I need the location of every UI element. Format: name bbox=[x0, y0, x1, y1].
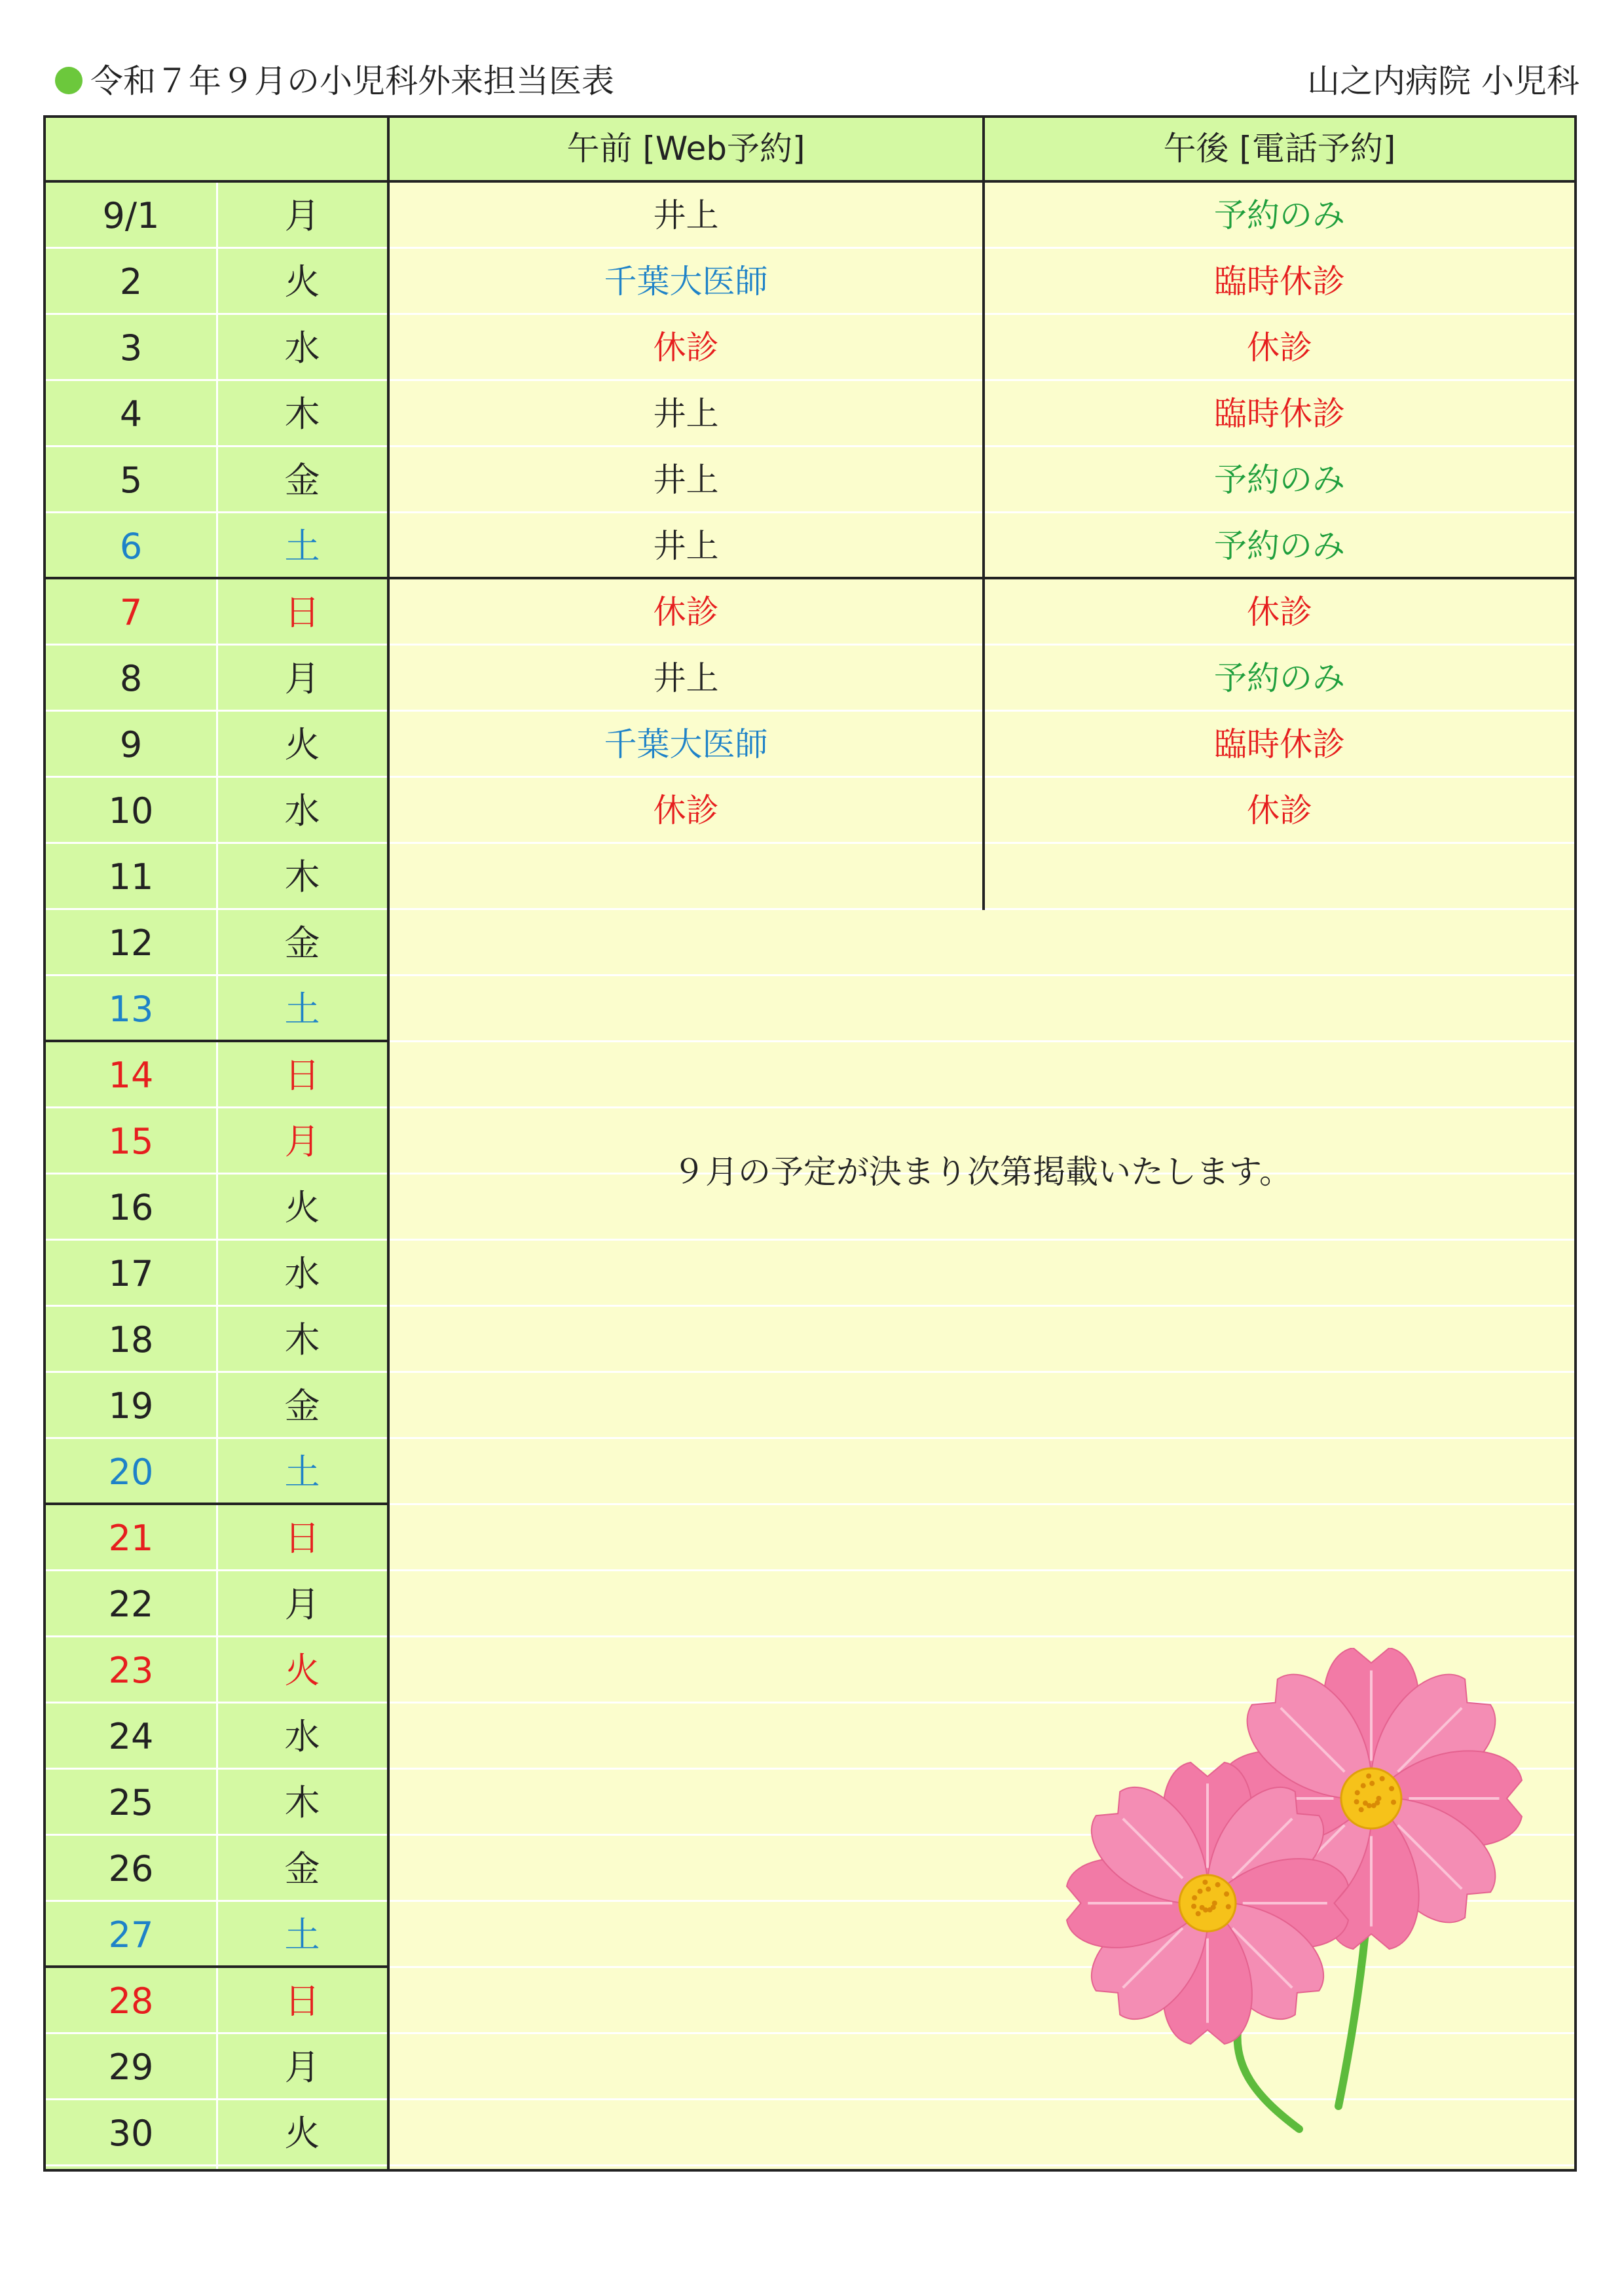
date-cell: 10 bbox=[108, 790, 154, 831]
weekday-cell: 月 bbox=[284, 1121, 320, 1162]
weekday-cell: 火 bbox=[284, 2113, 320, 2154]
date-cell: 14 bbox=[108, 1055, 154, 1096]
weekday-cell: 火 bbox=[284, 1650, 320, 1691]
weekday-cell: 土 bbox=[284, 1914, 320, 1956]
table-row bbox=[46, 910, 1574, 976]
am-pm-divider bbox=[982, 118, 985, 910]
table-header bbox=[46, 118, 1574, 183]
weekday-cell: 金 bbox=[284, 460, 320, 501]
weekday-cell: 土 bbox=[284, 526, 320, 567]
flower-seed bbox=[1371, 1803, 1376, 1808]
weekday-cell: 木 bbox=[284, 1782, 320, 1823]
weekday-cell: 月 bbox=[284, 2047, 320, 2088]
date-cell: 15 bbox=[108, 1121, 154, 1162]
table-row bbox=[46, 381, 1574, 447]
flower-seed bbox=[1206, 1887, 1211, 1892]
date-cell: 13 bbox=[108, 989, 154, 1030]
weekday-cell: 火 bbox=[284, 261, 320, 302]
date-cell: 23 bbox=[108, 1650, 154, 1691]
table-row bbox=[46, 1307, 1574, 1373]
table-row bbox=[46, 1241, 1574, 1307]
header-pm: 午後 [電話予約] bbox=[1163, 130, 1396, 168]
date-cell: 6 bbox=[119, 526, 143, 567]
weekday-cell: 日 bbox=[284, 592, 320, 633]
pm-status-cell: 休診 bbox=[1247, 593, 1312, 631]
pm-status-cell: 休診 bbox=[1247, 329, 1312, 367]
row-separator bbox=[390, 2164, 1574, 2166]
weekday-cell: 月 bbox=[284, 195, 320, 236]
am-doctor-cell: 井上 bbox=[653, 461, 719, 499]
weekday-cell: 金 bbox=[284, 1385, 320, 1427]
flower-seed bbox=[1361, 1783, 1366, 1789]
weekday-cell: 日 bbox=[284, 1055, 320, 1096]
am-doctor-cell: 千葉大医師 bbox=[604, 263, 768, 301]
date-cell: 21 bbox=[108, 1518, 154, 1559]
table-row bbox=[46, 778, 1574, 844]
weekday-cell: 水 bbox=[284, 327, 320, 369]
pm-status-cell bbox=[985, 844, 1574, 910]
date-cell: 9/1 bbox=[102, 195, 160, 236]
flower-seed bbox=[1355, 1790, 1360, 1795]
am-doctor-cell: 休診 bbox=[653, 792, 719, 829]
flower-seed bbox=[1215, 1882, 1221, 1887]
flower-seed bbox=[1359, 1807, 1364, 1812]
flower-seed bbox=[1391, 1800, 1396, 1805]
table-row bbox=[46, 183, 1574, 249]
flower-seed bbox=[1200, 1905, 1205, 1910]
am-doctor-cell: 井上 bbox=[653, 196, 719, 234]
table-row bbox=[46, 976, 1574, 1042]
table-row bbox=[46, 712, 1574, 778]
flower-center bbox=[1341, 1768, 1401, 1829]
am-doctor-cell: 井上 bbox=[653, 659, 719, 697]
flower-seed bbox=[1196, 1911, 1201, 1916]
am-doctor-cell: 井上 bbox=[653, 395, 719, 433]
date-cell: 26 bbox=[108, 1848, 154, 1889]
page-header bbox=[43, 58, 1581, 105]
flower-seed bbox=[1202, 1880, 1208, 1885]
weekday-cell: 水 bbox=[284, 1716, 320, 1757]
table-row bbox=[46, 646, 1574, 712]
date-cell: 2 bbox=[119, 261, 143, 302]
flower-seed bbox=[1224, 1891, 1229, 1897]
weekday-cell: 月 bbox=[284, 1584, 320, 1625]
date-cell: 16 bbox=[108, 1187, 154, 1228]
date-cell: 12 bbox=[108, 922, 154, 964]
date-cell: 3 bbox=[119, 327, 143, 369]
am-doctor-cell: 千葉大医師 bbox=[604, 725, 768, 763]
table-row bbox=[46, 1505, 1574, 1571]
weekday-cell: 水 bbox=[284, 1253, 320, 1294]
weekday-cell: 月 bbox=[284, 658, 320, 699]
date-cell: 28 bbox=[108, 1980, 154, 2022]
pm-status-cell: 臨時休診 bbox=[1214, 263, 1345, 301]
flower-seed bbox=[1369, 1781, 1375, 1786]
am-doctor-cell bbox=[390, 844, 982, 910]
weekday-cell: 土 bbox=[284, 1451, 320, 1493]
hospital-name: 山之内病院 小児科 bbox=[1307, 62, 1579, 100]
page-title: 令和７年９月の小児科外来担当医表 bbox=[90, 62, 614, 100]
flower-seed bbox=[1363, 1800, 1368, 1806]
date-cell: 29 bbox=[108, 2047, 154, 2088]
flower-seed bbox=[1198, 1889, 1203, 1894]
header-am: 午前 [Web予約] bbox=[566, 130, 805, 168]
weekday-cell: 金 bbox=[284, 1848, 320, 1889]
date-cell: 8 bbox=[119, 658, 143, 699]
weekday-cell: 日 bbox=[284, 1980, 320, 2022]
date-cell: 9 bbox=[119, 724, 143, 765]
flower-seed bbox=[1380, 1776, 1385, 1781]
schedule-table bbox=[43, 115, 1577, 2172]
date-cell: 4 bbox=[119, 393, 143, 435]
flower-seed bbox=[1366, 1774, 1371, 1779]
table-row bbox=[46, 447, 1574, 513]
weekday-cell: 水 bbox=[284, 790, 320, 831]
date-cell: 5 bbox=[119, 460, 143, 501]
pm-status-cell: 休診 bbox=[1247, 792, 1312, 829]
table-row bbox=[46, 1042, 1574, 1108]
table-row bbox=[46, 513, 1574, 579]
flower-center bbox=[1179, 1875, 1236, 1931]
weekday-cell: 土 bbox=[284, 989, 320, 1030]
weekday-cell: 金 bbox=[284, 922, 320, 964]
pm-status-cell: 臨時休診 bbox=[1214, 725, 1345, 763]
flower-seed bbox=[1354, 1799, 1359, 1804]
table-row bbox=[46, 315, 1574, 381]
weekday-cell: 木 bbox=[284, 393, 320, 435]
cosmos-flower-illustration bbox=[1063, 1648, 1548, 2145]
date-cell: 24 bbox=[108, 1716, 154, 1757]
table-row bbox=[46, 1571, 1574, 1637]
date-cell: 11 bbox=[108, 856, 154, 898]
flower-seed bbox=[1226, 1904, 1231, 1909]
date-cell: 17 bbox=[108, 1253, 154, 1294]
pm-status-cell: 予約のみ bbox=[1214, 659, 1345, 697]
date-cell: 30 bbox=[108, 2113, 154, 2154]
pm-status-cell: 予約のみ bbox=[1214, 527, 1345, 565]
table-row bbox=[46, 844, 1574, 910]
table-row bbox=[46, 1439, 1574, 1505]
row-separator bbox=[46, 2164, 387, 2166]
table-row bbox=[46, 249, 1574, 315]
table-row bbox=[46, 1373, 1574, 1439]
weekday-cell: 日 bbox=[284, 1518, 320, 1559]
flower-seed bbox=[1191, 1904, 1196, 1909]
am-doctor-cell: 休診 bbox=[653, 329, 719, 367]
am-doctor-cell: 休診 bbox=[653, 593, 719, 631]
date-cell: 7 bbox=[119, 592, 143, 633]
date-cell: 19 bbox=[108, 1385, 154, 1427]
weekday-cell: 火 bbox=[284, 1187, 320, 1228]
pm-status-cell: 予約のみ bbox=[1214, 196, 1345, 234]
weekday-cell: 木 bbox=[284, 856, 320, 898]
weekday-cell: 火 bbox=[284, 724, 320, 765]
date-cell: 25 bbox=[108, 1782, 154, 1823]
notice-text: ９月の予定が決まり次第掲載いたします。 bbox=[673, 1153, 1292, 1191]
date-cell: 27 bbox=[108, 1914, 154, 1956]
left-column-border bbox=[387, 118, 390, 2169]
pm-status-cell: 予約のみ bbox=[1214, 461, 1345, 499]
flower-seed bbox=[1192, 1895, 1197, 1901]
flower-seed bbox=[1389, 1786, 1394, 1791]
pm-status-cell: 臨時休診 bbox=[1214, 395, 1345, 433]
date-cell: 20 bbox=[108, 1451, 154, 1493]
date-cell: 18 bbox=[108, 1319, 154, 1360]
weekday-cell: 木 bbox=[284, 1319, 320, 1360]
date-cell: 22 bbox=[108, 1584, 154, 1625]
table-row bbox=[46, 579, 1574, 646]
green-dot-icon bbox=[55, 67, 83, 94]
am-doctor-cell: 井上 bbox=[653, 527, 719, 565]
